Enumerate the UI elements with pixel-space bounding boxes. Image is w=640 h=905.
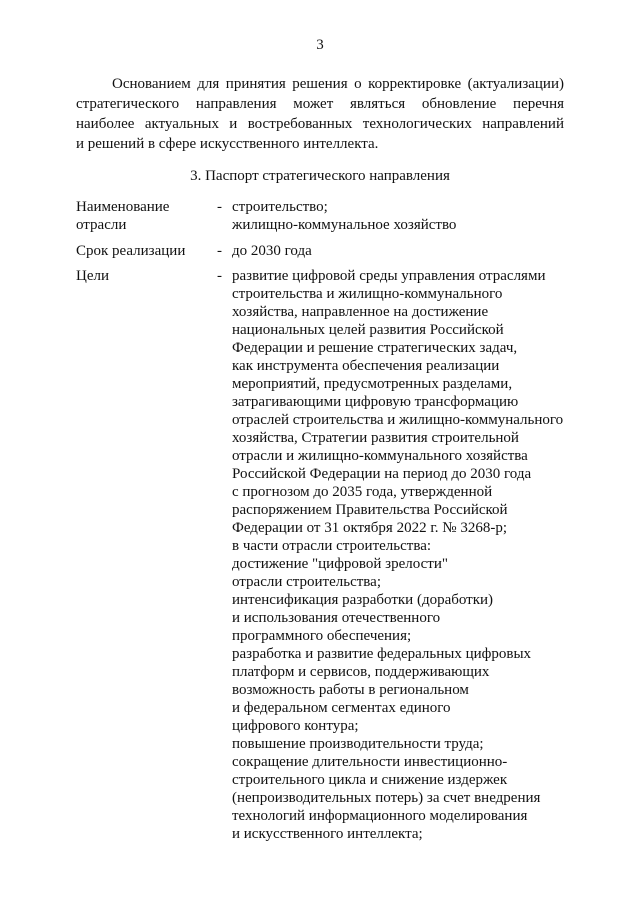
value-line: в части отрасли строительства: — [232, 538, 432, 554]
intro-paragraph — [76, 74, 564, 154]
value-line: национальных целей развития Российской — [232, 322, 504, 338]
value-line: Российской Федерации на период до 2030 года — [232, 466, 532, 482]
value-line: Федерации от 31 октября 2022 г. № 3268-р; — [232, 520, 508, 536]
value-line: (непроизводительных потерь) за счет внедрения — [232, 790, 541, 806]
value-line: строительства и жилищно-коммунального — [232, 286, 503, 302]
row-value — [232, 242, 577, 260]
intro-line: стратегического направления может являться обновление перечня — [76, 96, 564, 112]
value-line: как инструмента обеспечения реализации — [232, 358, 500, 374]
value-line: достижение "цифровой зрелости" — [232, 556, 448, 572]
value-line: технологий информационного моделирования — [232, 808, 528, 824]
row-dash: - — [217, 199, 222, 215]
intro-line: Основанием для принятия решения о корректировке (актуализации) — [112, 76, 564, 92]
goals-value — [232, 267, 577, 843]
value-line: повышение производительности труда; — [232, 736, 484, 752]
intro-line: наиболее актуальных и востребованных технологических направлений — [76, 116, 564, 132]
value-line: и федеральном сегментах единого — [232, 700, 451, 716]
label-line: Срок реализации — [76, 243, 186, 259]
row-value — [232, 198, 577, 234]
value-line: и использования отечественного — [232, 610, 441, 626]
value-line: хозяйства, Стратегии развития строительной — [232, 430, 519, 446]
value-line: строительство; — [232, 199, 328, 215]
value-line: отрасли строительства; — [232, 574, 382, 590]
value-line: развитие цифровой среды управления отраслями — [232, 268, 546, 284]
value-line: затрагивающими цифровую трансформацию — [232, 394, 519, 410]
value-line: сокращение длительности инвестиционно- — [232, 754, 508, 770]
row-dash: - — [217, 268, 222, 284]
value-line: Федерации и решение стратегических задач, — [232, 340, 518, 356]
page-number: 3 — [316, 37, 324, 53]
value-line: до 2030 года — [232, 243, 312, 259]
value-line: мероприятий, предусмотренных разделами, — [232, 376, 513, 392]
value-line: и искусственного интеллекта; — [232, 826, 423, 842]
label-line: Цели — [76, 268, 110, 284]
row-label — [76, 267, 216, 285]
value-line: хозяйства, направленное на достижение — [232, 304, 489, 320]
section-heading: 3. Паспорт стратегического направления — [190, 168, 450, 184]
value-line: с прогнозом до 2035 года, утвержденной — [232, 484, 493, 500]
value-line: возможность работы в региональном — [232, 682, 469, 698]
label-line: Наименование — [76, 199, 170, 215]
value-line: интенсификация разработки (доработки) — [232, 592, 494, 608]
value-line: разработка и развитие федеральных цифровых — [232, 646, 532, 662]
value-line: платформ и сервисов, поддерживающих — [232, 664, 490, 680]
intro-line: и решений в сфере искусственного интеллекта. — [76, 136, 379, 152]
value-line: программного обеспечения; — [232, 628, 412, 644]
row-label — [76, 198, 216, 234]
value-line: отрасли и жилищно-коммунального хозяйства — [232, 448, 528, 464]
value-line: отраслей строительства и жилищно-коммунального — [232, 412, 564, 428]
value-line: распоряжением Правительства Российской — [232, 502, 508, 518]
label-line: отрасли — [76, 217, 127, 233]
value-line: строительного цикла и снижение издержек — [232, 772, 508, 788]
row-label — [76, 242, 216, 260]
value-line: жилищно-коммунальное хозяйство — [232, 217, 457, 233]
value-line: цифрового контура; — [232, 718, 359, 734]
row-dash: - — [217, 243, 222, 259]
